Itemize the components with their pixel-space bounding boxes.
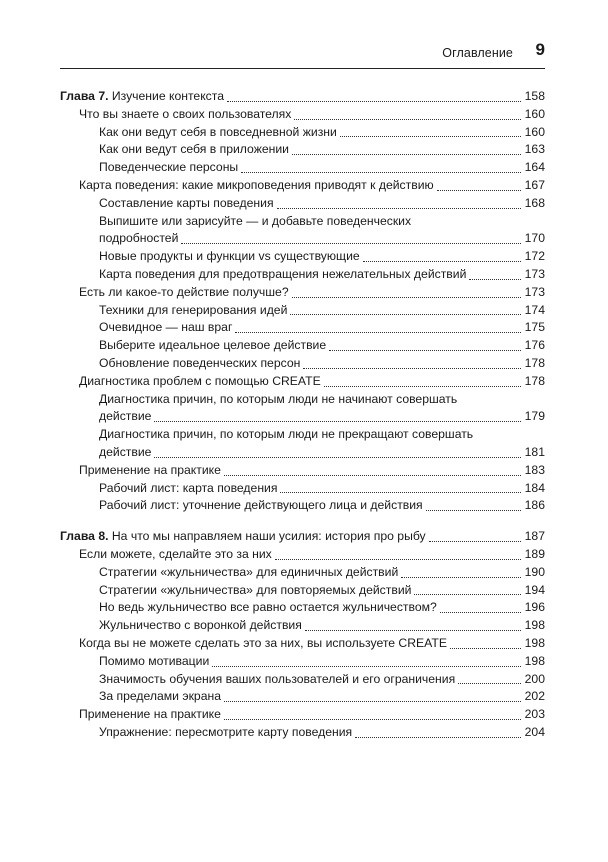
dot-leader [305,629,521,631]
toc-subsection-entry[interactable] [60,266,545,284]
entry-title-text: Изучение контекста [111,89,224,103]
toc-chapter [60,528,545,742]
entry-title [60,88,224,106]
dot-leader [440,611,521,613]
dot-leader [303,367,521,369]
toc-subsection-entry[interactable] [60,337,545,355]
entry-page-number: 173 [524,284,545,299]
toc-section-entry[interactable] [60,284,545,302]
entry-title [99,653,209,671]
dot-leader [340,135,521,137]
entry-page-number: 170 [524,231,545,246]
dot-leader [277,207,521,209]
entry-page-number: 198 [524,635,545,650]
entry-title [99,355,300,373]
entry-title-text: действие [99,444,152,459]
entry-title-text: Применение на практике [79,462,221,477]
entry-title [99,688,221,706]
dot-leader [154,420,521,422]
entry-page-number: 198 [524,618,545,633]
entry-title-text: Когда вы не можете сделать это за них, вы используете CREATE [79,635,447,650]
dot-leader [324,385,521,387]
entry-title-text: Применение на практике [79,707,221,722]
entry-page-number: 187 [524,529,545,544]
entry-page-number: 175 [524,320,545,335]
entry-title-text: Новые продукты и функции vs существующие [99,249,360,264]
entry-title [99,408,151,426]
entry-title [99,124,337,142]
entry-title-text: Но ведь жульничество все равно остается жульничеством? [99,600,437,615]
toc-chapter-entry[interactable] [60,528,545,546]
entry-title [99,671,455,689]
entry-title-text: Есть ли какое-то действие получше? [79,284,289,299]
entry-title-first-line: Выпишите или зарисуйте — и добавьте поведенческих [99,213,412,228]
toc-subsection-entry[interactable] [60,319,545,337]
dot-leader [224,700,521,702]
dot-leader [363,260,521,262]
running-header [60,40,545,66]
entry-title-text: Поведенческие персоны [99,160,239,175]
entry-title [99,248,360,266]
entry-title [99,599,437,617]
dot-leader [429,540,521,542]
dot-leader [292,153,521,155]
dot-leader [401,576,521,578]
entry-page-number: 160 [524,106,545,121]
dot-leader [437,189,521,191]
entry-title [99,724,352,742]
entry-title-text: Рабочий лист: карта поведения [99,480,278,495]
entry-title [99,337,326,355]
entry-page-number: 173 [524,266,545,281]
entry-title [79,462,221,480]
entry-title-text: Что вы знаете о своих пользователях [79,106,292,121]
entry-page-number: 190 [524,564,545,579]
entry-title-text: Стратегии «жульничества» для повторяемых действий [99,582,412,597]
toc-chapter [60,88,545,515]
entry-title-text: Как они ведут себя в приложении [99,142,289,157]
entry-page-number: 174 [524,302,545,317]
chapter-number: Глава 8. [60,529,109,544]
entry-title-text: Составление карты поведения [99,195,274,210]
dot-leader [290,313,521,315]
dot-leader [294,118,521,120]
entry-page-number: 176 [524,338,545,353]
entry-page-number: 203 [524,707,545,722]
toc-subsection-entry[interactable] [60,617,545,635]
entry-page-number: 172 [524,249,545,264]
dot-leader [329,349,521,351]
entry-title [99,497,423,515]
entry-title-text: Упражнение: пересмотрите карту поведения [99,724,353,739]
entry-title-text: Карта поведения для предотвращения нежелательных действий [99,266,467,281]
toc-subsection-entry[interactable] [60,688,545,706]
dot-leader [241,171,521,173]
entry-page-number: 179 [524,409,545,424]
entry-title-text: Рабочий лист: уточнение действующего лица и действия [99,498,423,513]
entry-title-text: За пределами экрана [99,689,221,704]
entry-page-number: 184 [524,480,545,495]
toc-subsection-entry[interactable] [60,230,545,248]
toc-section-entry[interactable] [60,635,545,653]
entry-title [99,480,277,498]
table-of-contents [60,88,545,755]
entry-title-text: Обновление поведенческих персон [99,355,301,370]
entry-page-number: 178 [524,373,545,388]
toc-subsection-entry[interactable] [60,653,545,671]
chapter-number: Глава 7. [60,89,109,103]
header-rule [60,68,545,69]
page-number: 9 [535,40,545,59]
dot-leader [450,647,521,649]
dot-leader [292,296,521,298]
entry-page-number: 160 [524,124,545,139]
entry-title [99,319,232,337]
entry-title-text: На что мы направляем наши усилия: история про рыбу [111,529,426,544]
dot-leader [224,474,521,476]
toc-subsection-entry[interactable] [60,408,545,426]
toc-section-entry[interactable] [60,706,545,724]
entry-title [79,177,434,195]
entry-title [79,284,289,302]
entry-page-number: 178 [524,355,545,370]
toc-subsection-entry[interactable] [60,480,545,498]
entry-title-text: Жульничество с воронкой действия [99,618,302,633]
entry-title-text: Стратегии «жульничества» для единичных действий [99,564,399,579]
toc-subsection-entry[interactable] [60,124,545,142]
header-title: Оглавление [442,46,513,60]
entry-page-number: 163 [524,142,545,157]
dot-leader [355,736,521,738]
dot-leader [181,242,521,244]
entry-page-number: 164 [524,160,545,175]
dot-leader [154,456,521,458]
toc-subsection-entry[interactable] [60,497,545,515]
toc-subsection-entry[interactable] [60,355,545,373]
entry-title [99,141,289,159]
dot-leader [469,278,521,280]
entry-title-text: действие [99,409,152,424]
entry-title [99,444,151,462]
entry-title [79,106,291,124]
entry-title-text: подробностей [99,231,179,246]
dot-leader [414,593,521,595]
entry-title-text: Карта поведения: какие микроповедения приводят к действию [79,177,434,192]
entry-title [99,564,398,582]
toc-subsection-entry[interactable] [60,159,545,177]
entry-page-number: 181 [524,444,545,459]
dot-leader [275,558,521,560]
entry-title-text: Помимо мотивации [99,653,210,668]
entry-page-number: 158 [524,89,545,103]
dot-leader [227,100,521,102]
entry-title-text: Как они ведут себя в повседневной жизни [99,124,337,139]
toc-section-entry[interactable] [60,177,545,195]
entry-page-number: 189 [524,546,545,561]
entry-page-number: 204 [524,724,545,739]
entry-title [99,230,178,248]
entry-page-number: 198 [524,653,545,668]
entry-title-text: Диагностика проблем с помощью CREATE [79,373,321,388]
dot-leader [426,509,521,511]
entry-title [60,528,426,546]
toc-section-entry[interactable] [60,373,545,391]
toc-subsection-entry[interactable] [60,195,545,213]
entry-title [79,373,321,391]
entry-page-number: 200 [524,671,545,686]
entry-title [79,706,221,724]
dot-leader [280,491,521,493]
entry-title-text: Значимость обучения ваших пользователей и его ограничения [99,671,456,686]
dot-leader [212,665,521,667]
entry-title [79,546,272,564]
toc-subsection-entry[interactable] [60,724,545,742]
toc-subsection-entry[interactable] [60,302,545,320]
entry-page-number: 186 [524,498,545,513]
toc-chapter-entry[interactable] [60,88,545,106]
entry-title [99,266,466,284]
entry-title [99,582,411,600]
entry-title [99,195,274,213]
entry-page-number: 183 [524,462,545,477]
dot-leader [224,718,521,720]
toc-subsection-entry[interactable] [60,671,545,689]
entry-title-first-line: Диагностика причин, по которым люди не прекращают совершать [99,427,474,442]
entry-page-number: 167 [524,177,545,192]
entry-page-number: 202 [524,689,545,704]
dot-leader [235,331,521,333]
entry-title [99,617,302,635]
entry-title-text: Очевидное — наш враг [99,320,233,335]
toc-subsection-entry[interactable] [60,564,545,582]
entry-title [99,302,287,320]
entry-page-number: 196 [524,600,545,615]
entry-title-first-line: Диагностика причин, по которым люди не начинают совершать [99,391,458,406]
toc-subsection-entry[interactable] [60,599,545,617]
toc-subsection-entry[interactable] [60,141,545,159]
entry-title-text: Если можете, сделайте это за них [79,546,272,561]
entry-page-number: 194 [524,582,545,597]
toc-subsection-entry[interactable] [60,582,545,600]
toc-section-entry[interactable] [60,106,545,124]
entry-page-number: 168 [524,195,545,210]
dot-leader [458,682,521,684]
toc-section-entry[interactable] [60,462,545,480]
toc-section-entry[interactable] [60,546,545,564]
entry-title [99,159,238,177]
entry-title-text: Техники для генерирования идей [99,302,288,317]
entry-title-text: Выберите идеальное целевое действие [99,338,327,353]
entry-title [79,635,447,653]
toc-subsection-entry[interactable] [60,444,545,462]
toc-subsection-entry[interactable] [60,248,545,266]
